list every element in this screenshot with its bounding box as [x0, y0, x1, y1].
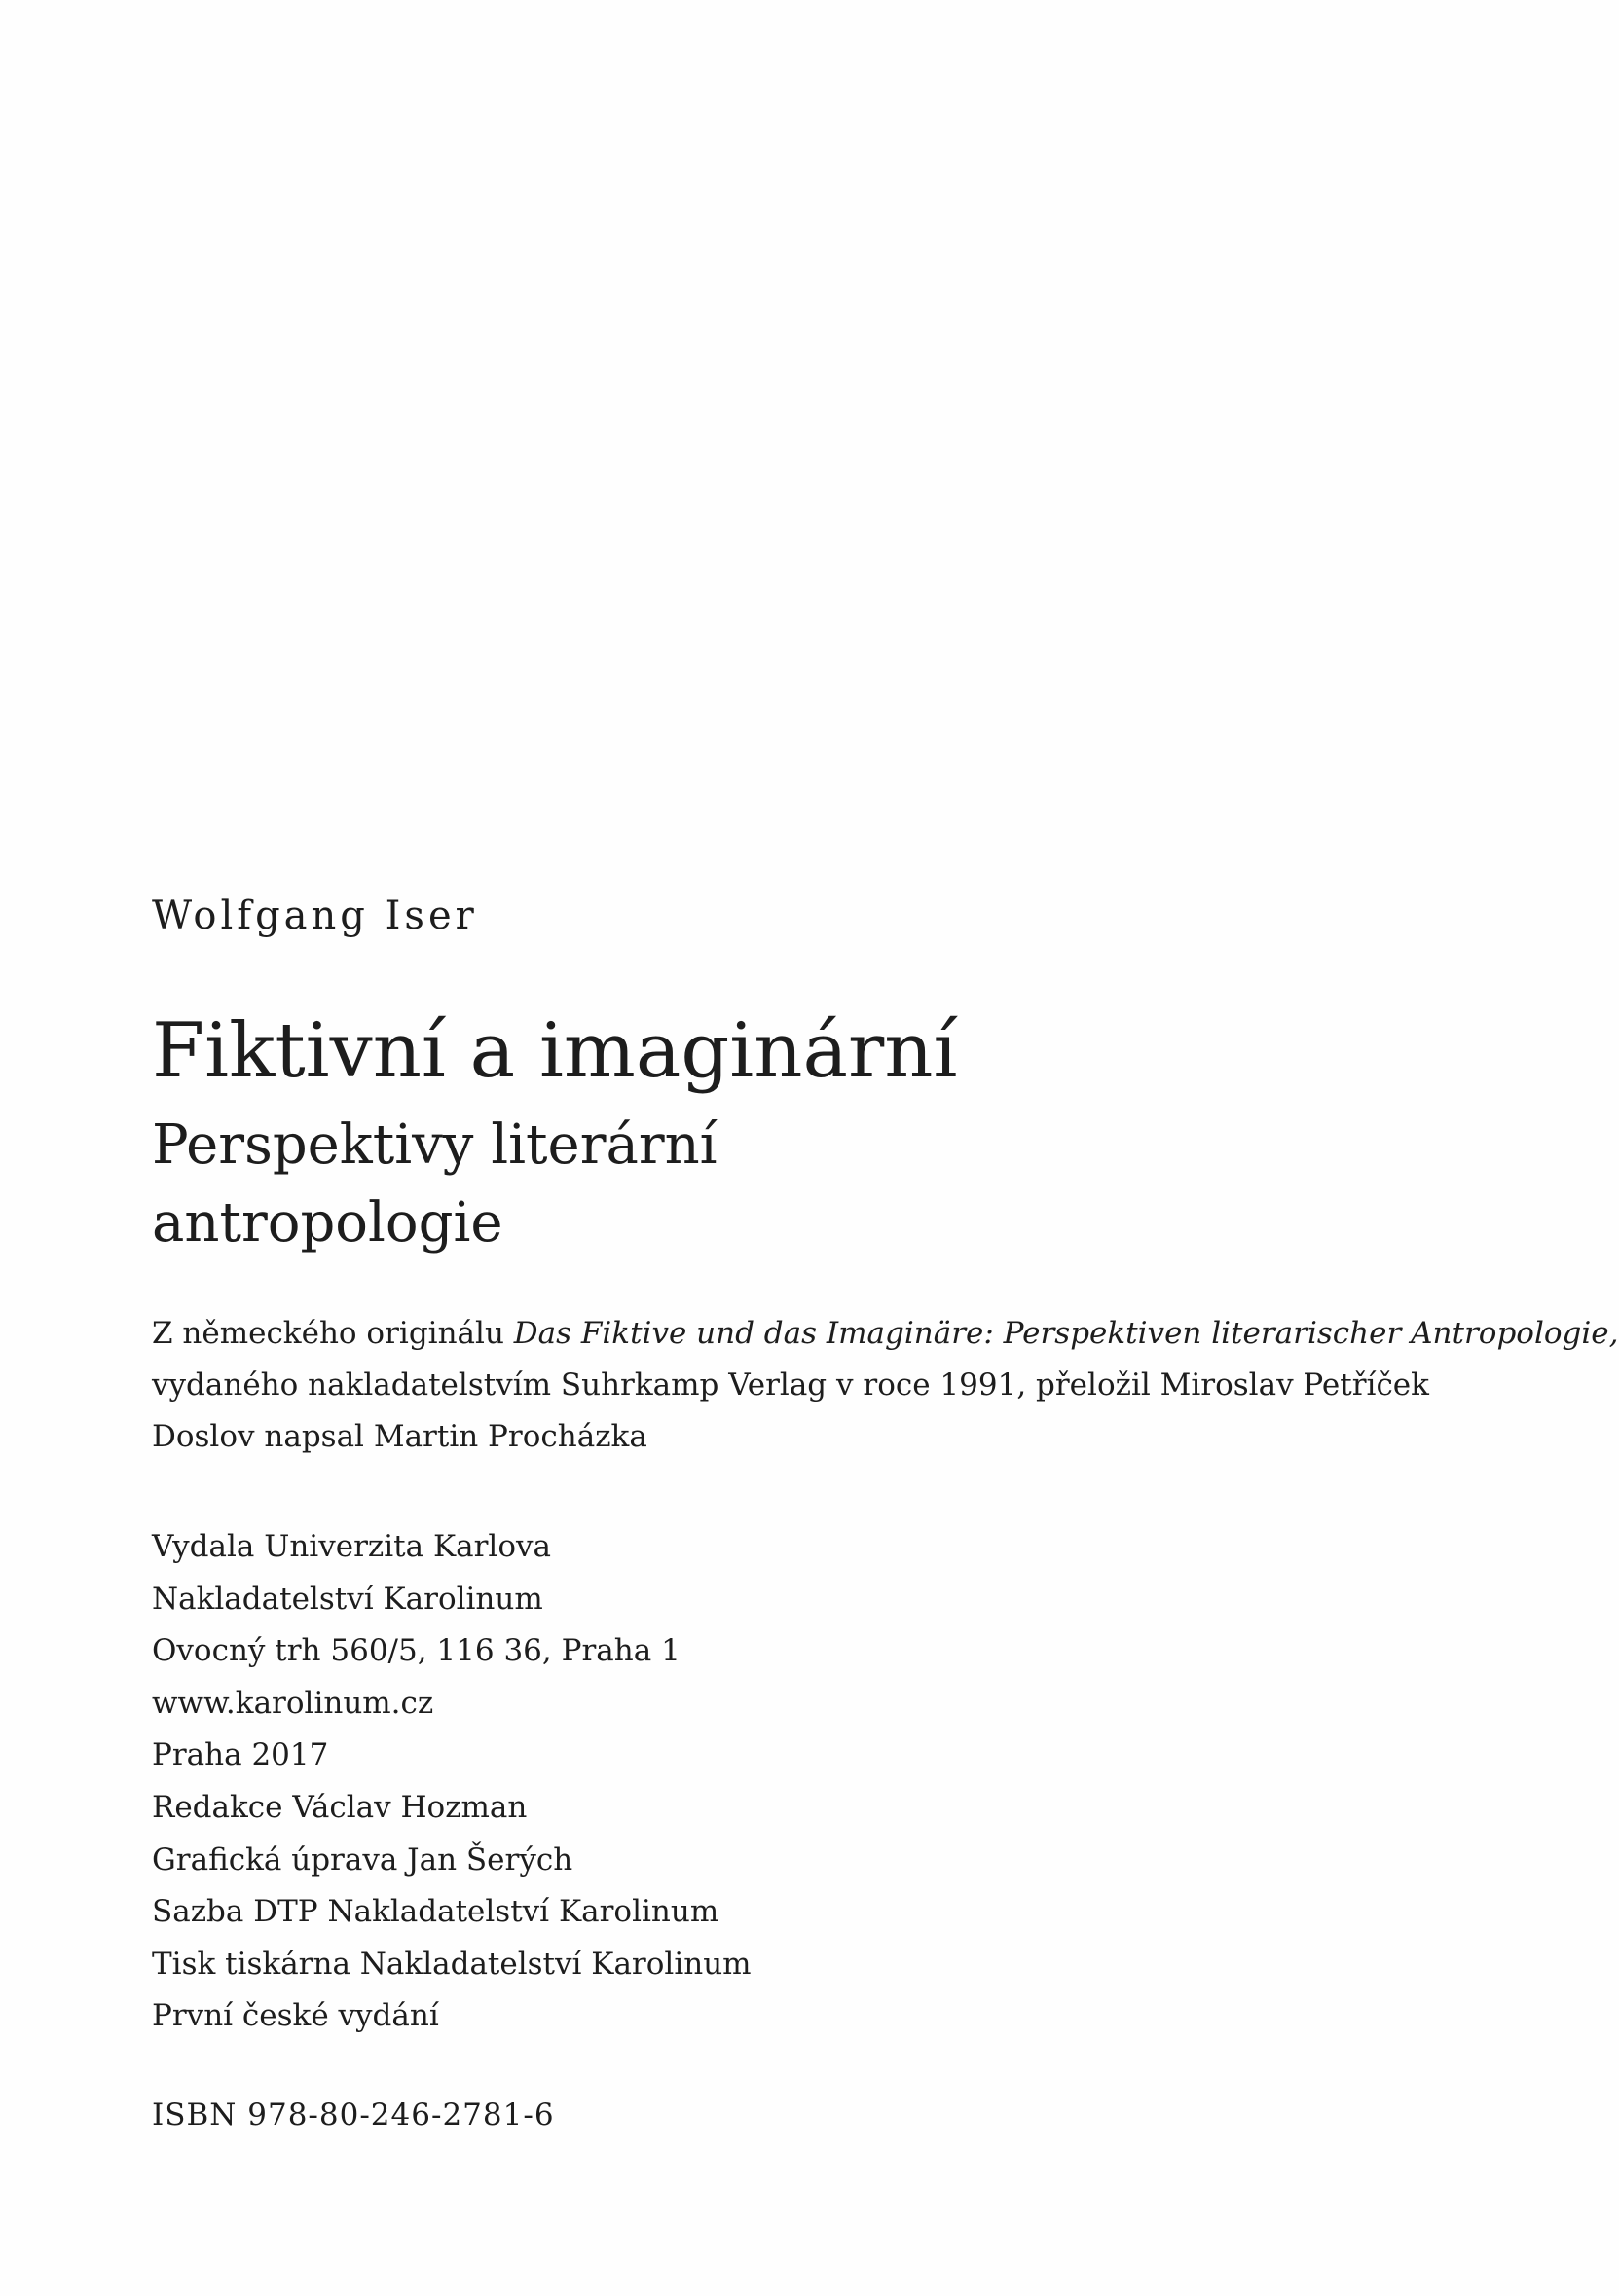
subtitle-line: Perspektivy literární — [152, 1113, 718, 1177]
book-title: Fiktivní a imaginární — [152, 1007, 958, 1095]
translation-line-original — [152, 1308, 1619, 1360]
translation-prefix: Z německého originálu — [152, 1316, 514, 1351]
author-name: Wolfgang Iser — [152, 893, 478, 938]
book-subtitle — [152, 1107, 833, 1262]
imprint-line: První české vydání — [152, 1998, 439, 2034]
imprint-line: Tisk tiskárna Nakladatelství Karolinum — [152, 1946, 752, 1982]
imprint-line: Vydala Univerzita Karlova — [152, 1529, 551, 1564]
imprint-line: Grafická úprava Jan Šerých — [152, 1841, 573, 1877]
imprint-line: Redakce Václav Hozman — [152, 1789, 528, 1825]
afterword-credit: Doslov napsal Martin Procházka — [152, 1419, 647, 1454]
subtitle-line: antropologie — [152, 1191, 503, 1255]
isbn: ISBN 978-80-246-2781-6 — [152, 2097, 555, 2132]
translation-note — [152, 1308, 1619, 1463]
imprint-line: Praha 2017 — [152, 1737, 329, 1773]
imprint-line: Nakladatelství Karolinum — [152, 1581, 543, 1617]
imprint-line: www.karolinum.cz — [152, 1685, 434, 1721]
translation-line-publisher: vydaného nakladatelstvím Suhrkamp Verlag v roce 1991, přeložil Miroslav Petříček — [152, 1367, 1429, 1403]
imprint-line: Sazba DTP Nakladatelství Karolinum — [152, 1894, 719, 1930]
imprint-line: Ovocný trh 560/5, 116 36, Praha 1 — [152, 1633, 681, 1669]
imprint-block — [152, 1521, 1028, 2043]
original-title: Das Fiktive und das Imaginäre: Perspektiven literarischer Antropologie, — [513, 1316, 1619, 1351]
